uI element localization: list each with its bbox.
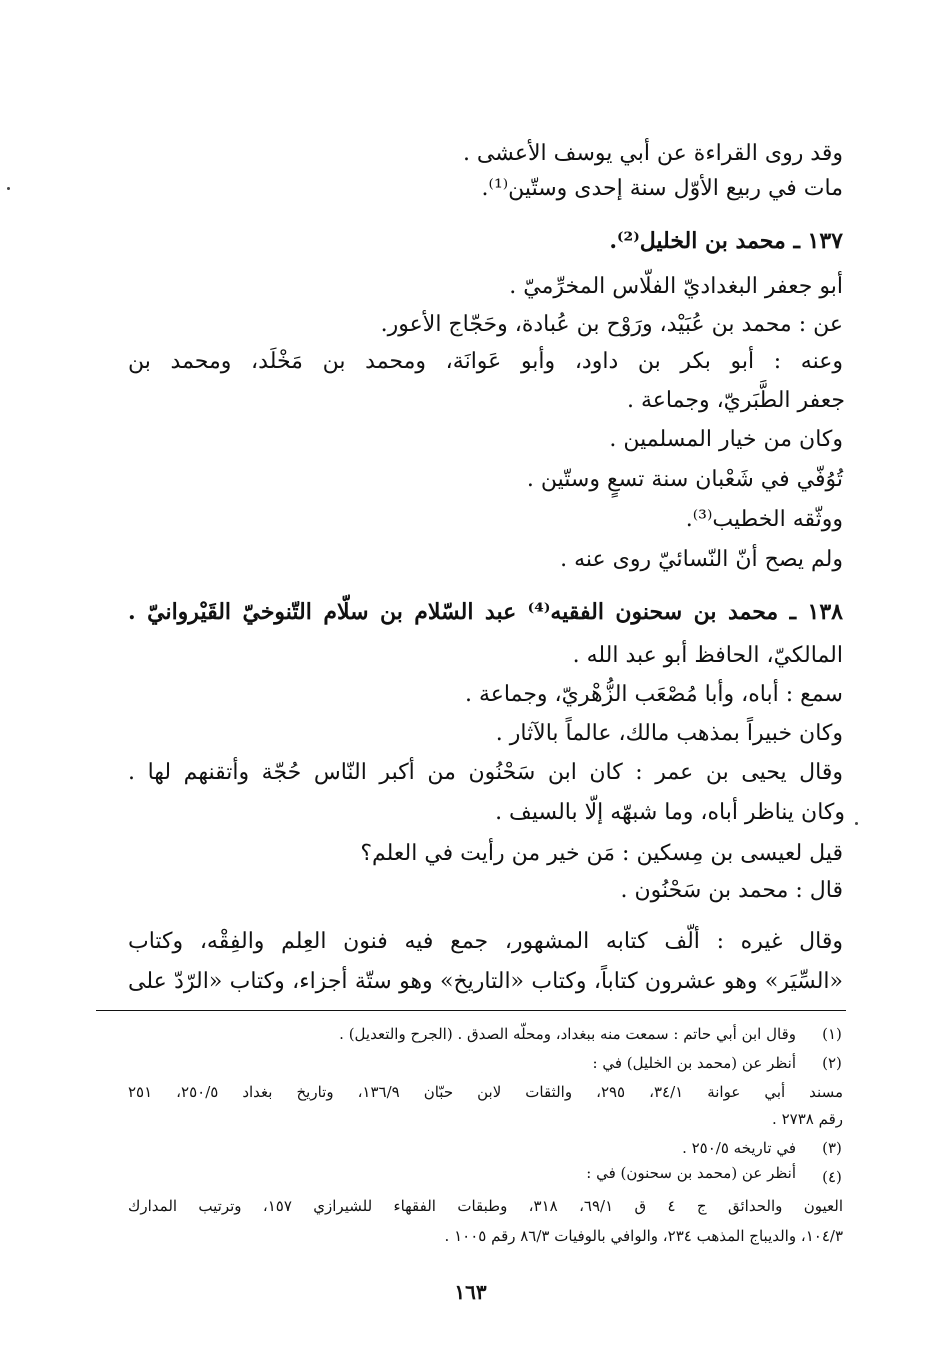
body-line: وعنه : أبو بكر بن داود، وأبو عَوانَة، ومحمد بن مَخْلَد، ومحمد بن <box>128 349 843 374</box>
body-line: قيل لعيسى بن مِسكين : مَن خير من رأيت في العلم؟ <box>360 841 843 866</box>
body-line: «السِّيَر» وهو عشرون كتاباً، وكتاب «التاريخ» وهو ستّة أجزاء، وكتاب «الرّدّ على <box>128 969 843 994</box>
entry-heading-137: ١٣٧ ـ محمد بن الخليل⁽²⁾. <box>609 228 843 254</box>
body-line: وقد روى القراءة عن أبي يوسف الأعشى . <box>462 141 843 166</box>
body-line: المالكيّ، الحافظ أبو عبد الله . <box>572 643 843 668</box>
footnote-text: مسند أبي عوانة ٣٤/١، ٢٩٥، والثقات لابن حبّان ١٣٦/٩، وتاريخ بغداد ٢٥٠/٥، ٢٥١ <box>128 1083 843 1101</box>
body-line: ولم يصح أنّ النّسائيّ روى عنه . <box>560 547 843 572</box>
footnote-text: ١٠٤/٣، والديباج المذهب ٢٣٤، والوافي بالوفيات ٨٦/٣ رقم ١٠٠٥ . <box>444 1227 843 1245</box>
footnote-number: (٢) <box>822 1054 842 1072</box>
scan-speck-mark <box>7 187 10 190</box>
body-line: وقال يحيى بن عمر : كان ابن سَحْنُون من أكبر النّاس حُجّة وأتقنهم لها . <box>128 760 843 785</box>
footnote-text: في تاريخه ٢٥٠/٥ . <box>682 1139 796 1157</box>
footnote-text: العيون والحدائق ج ٤ ق ٦٩/١، ٣١٨، وطبقات الفقهاء للشيرازي ١٥٧، وترتيب المدارك <box>128 1197 843 1215</box>
footnote-number: (٤) <box>822 1168 842 1186</box>
body-line: سمع : أباه، وأبا مُصْعَب الزُّهْريّ، وجماعة . <box>464 682 843 707</box>
footnote-text: وقال ابن أبي حاتم : سمعت منه ببغداد، ومحلّه الصدق . (الجرح والتعديل) . <box>339 1025 796 1043</box>
body-line: أبو جعفر البغداديّ الفلّاس المخرِّميّ . <box>509 274 843 299</box>
footnote-number: (١) <box>822 1025 842 1043</box>
body-line: وكان يناظر أباه، وما شبهّه إلّا بالسيف . <box>495 800 845 825</box>
entry-heading-138: ١٣٨ ـ محمد بن سحنون الفقيه⁽⁴⁾ عبد السّلام بن سلّام التّنوخيّ القَيْروانيّ . <box>128 599 843 625</box>
body-line: عن : محمد بن عُبَيْد، ورَوْح بن عُبادة، وحَجّاج الأعور. <box>380 312 843 337</box>
body-line: وكان من خيار المسلمين . <box>609 427 843 452</box>
body-line: ووثّقه الخطيب⁽³⁾. <box>685 507 843 532</box>
body-line: تُوُفّي في شَعْبان سنة تسعٍ وستّين . <box>526 467 843 492</box>
body-line: وكان خبيراً بمذهب مالك، عالماً بالآثار . <box>495 721 843 746</box>
footnote-text: أنظر عن (محمد بن سحنون) في : <box>586 1164 796 1182</box>
footnote-text: أنظر عن (محمد بن الخليل) في : <box>592 1054 796 1072</box>
footnote-number: (٣) <box>822 1139 842 1157</box>
scan-speck-mark <box>855 822 858 825</box>
footnote-text: رقم ٢٧٣٨ . <box>772 1110 843 1128</box>
body-line: وقال غيره : ألّف كتابه المشهور، جمع فيه فنون العِلم والفِقْه، وكتاب <box>128 929 843 954</box>
page-number: ١٦٣ <box>454 1280 487 1304</box>
body-line: قال : محمد بن سَحْنُون . <box>620 878 843 903</box>
body-line: مات في ربيع الأوّل سنة إحدى وستّين⁽¹⁾. <box>481 176 843 201</box>
footnote-divider <box>96 1010 846 1011</box>
body-line: جعفر الطَّبَريّ، وجماعة . <box>627 388 845 413</box>
